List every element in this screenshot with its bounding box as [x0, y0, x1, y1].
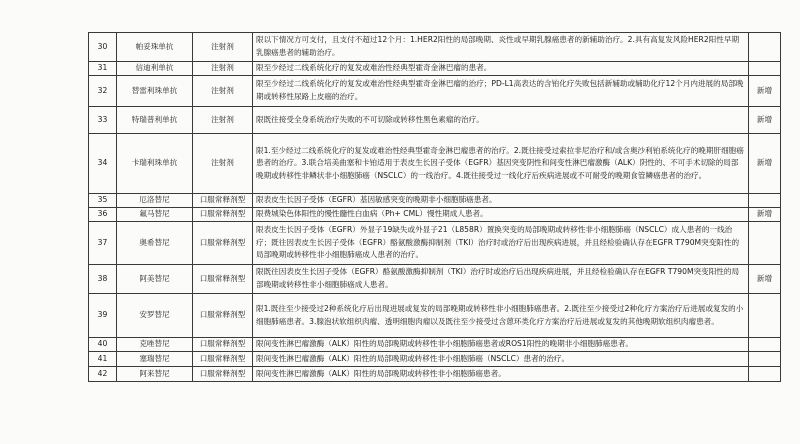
row-number: 32: [89, 76, 117, 107]
payment-scope: 限表皮生长因子受体（EGFR）外显子19缺失或外显子21（L858R）置换突变的局部晚期或转移性非小细胞肺癌（NSCLC）成人患者的一线治疗；既往因表皮生长因子受体（EGFR）酪氨酸激酶抑制剂（TKI）治疗时或治疗后出现疾病进展，并且经检验确认存在EGFR T790M突变阳性的局部晚期或转移性非小细胞肺癌成人患者的治疗。: [253, 222, 749, 265]
row-number: 40: [89, 338, 117, 352]
payment-scope: 限既往因表皮生长因子受体（EGFR）酪氨酸激酶抑制剂（TKI）治疗时或治疗后出现疾病进展，并且经检验确认存在EGFR T790M突变阳性的局部晚期或转移性非小细胞肺癌成人患者。: [253, 265, 749, 294]
note-cell: [749, 222, 781, 265]
dosage-form: 口服常释剂型: [193, 194, 253, 208]
table-row: [89, 76, 781, 107]
row-number: 37: [89, 222, 117, 265]
table-row: [89, 33, 781, 62]
payment-scope: 限间变性淋巴瘤激酶（ALK）阳性的局部晚期或转移性非小细胞肺癌患者或ROS1阳性的晚期非小细胞肺癌患者。: [253, 338, 749, 352]
table-row: [89, 194, 781, 208]
payment-scope: 限表皮生长因子受体（EGFR）基因敏感突变的晚期非小细胞肺癌患者。: [253, 194, 749, 208]
table-row: [89, 338, 781, 352]
note-cell: [749, 62, 781, 76]
row-number: 33: [89, 107, 117, 134]
row-number: 35: [89, 194, 117, 208]
dosage-form: 口服常释剂型: [193, 338, 253, 352]
drug-table: [88, 32, 781, 382]
drug-name: 帕妥珠单抗: [117, 33, 193, 62]
table-row: [89, 352, 781, 367]
note-cell: 新增: [749, 107, 781, 134]
row-number: 30: [89, 33, 117, 62]
table-row: [89, 62, 781, 76]
note-cell: 新增: [749, 134, 781, 194]
dosage-form: 口服常释剂型: [193, 352, 253, 367]
payment-scope: 限以下情况方可支付，且支付不超过12个月：1.HER2阳性的局部晚期、炎性或早期乳腺癌患者的新辅助治疗。2.具有高复发风险HER2阳性早期乳腺癌患者的辅助治疗。: [253, 33, 749, 62]
payment-scope: 限间变性淋巴瘤激酶（ALK）阳性的局部晚期或转移性非小细胞肺癌（NSCLC）患者的治疗。: [253, 352, 749, 367]
note-cell: 新增: [749, 76, 781, 107]
drug-name: 特瑞普利单抗: [117, 107, 193, 134]
row-number: 38: [89, 265, 117, 294]
drug-name: 厄洛替尼: [117, 194, 193, 208]
row-number: 41: [89, 352, 117, 367]
payment-scope: 限至少经过二线系统化疗的复发或难治性经典型霍奇金淋巴瘤的治疗；PD-L1高表达的含铂化疗失败包括新辅助或辅助化疗12个月内进展的局部晚期或转移性尿路上皮癌的治疗。: [253, 76, 749, 107]
table-row: [89, 265, 781, 294]
note-cell: [749, 194, 781, 208]
payment-scope: 限既往接受全身系统治疗失败的不可切除或转移性黑色素瘤的治疗。: [253, 107, 749, 134]
dosage-form: 口服常释剂型: [193, 222, 253, 265]
dosage-form: 注射剂: [193, 76, 253, 107]
dosage-form: 口服常释剂型: [193, 265, 253, 294]
row-number: 42: [89, 367, 117, 382]
payment-scope: 限1.至少经过二线系统化疗的复发或难治性经典型霍奇金淋巴瘤患者的治疗。2.既往接受过索拉非尼治疗和/或含奥沙利铂系统化疗的晚期肝细胞癌患者的治疗。3.联合培美曲塞和卡铂适用于表皮生长因子受体（EGFR）基因突变阴性和间变性淋巴瘤激酶（ALK）阴性的、不可手术切除的局部晚期或转移性非鳞状非小细胞肺癌（NSCLC）的一线治疗。4.既往接受过一线化疗后疾病进展或不可耐受的晚期食管鳞癌患者的治疗。: [253, 134, 749, 194]
table-body: [89, 33, 781, 382]
row-number: 39: [89, 294, 117, 338]
drug-name: 氟马替尼: [117, 208, 193, 222]
note-cell: [749, 33, 781, 62]
drug-name: 克唑替尼: [117, 338, 193, 352]
dosage-form: 注射剂: [193, 33, 253, 62]
row-number: 36: [89, 208, 117, 222]
payment-scope: 限1.既往至少接受过2种系统化疗后出现进展或复发的局部晚期或转移性非小细胞肺癌患者。2.既往至少接受过2种化疗方案治疗后进展或复发的小细胞肺癌患者。3.腺泡状软组织肉瘤、透明细胞肉瘤以及既往至少接受过含蒽环类化疗方案治疗后进展或复发的其他晚期软组织肉瘤患者。: [253, 294, 749, 338]
drug-name: 奥希替尼: [117, 222, 193, 265]
table-row: [89, 107, 781, 134]
drug-name: 卡瑞利珠单抗: [117, 134, 193, 194]
payment-scope: 限费城染色体阳性的慢性髓性白血病（Ph+ CML）慢性期成人患者。: [253, 208, 749, 222]
drug-name: 替雷利珠单抗: [117, 76, 193, 107]
drug-name: 塞瑞替尼: [117, 352, 193, 367]
row-number: 34: [89, 134, 117, 194]
drug-name: 安罗替尼: [117, 294, 193, 338]
dosage-form: 口服常释剂型: [193, 208, 253, 222]
drug-name: 信迪利单抗: [117, 62, 193, 76]
payment-scope: 限间变性淋巴瘤激酶（ALK）阳性的局部晚期或转移性非小细胞肺癌患者。: [253, 367, 749, 382]
row-number: 31: [89, 62, 117, 76]
table-row: [89, 208, 781, 222]
payment-scope: 限至少经过二线系统化疗的复发或难治性经典型霍奇金淋巴瘤的患者。: [253, 62, 749, 76]
note-cell: 新增: [749, 265, 781, 294]
dosage-form: 口服常释剂型: [193, 294, 253, 338]
table-row: [89, 294, 781, 338]
note-cell: [749, 338, 781, 352]
drug-name: 阿来替尼: [117, 367, 193, 382]
dosage-form: 口服常释剂型: [193, 367, 253, 382]
dosage-form: 注射剂: [193, 134, 253, 194]
table-row: [89, 134, 781, 194]
note-cell: [749, 367, 781, 382]
note-cell: [749, 294, 781, 338]
drug-name: 阿美替尼: [117, 265, 193, 294]
dosage-form: 注射剂: [193, 107, 253, 134]
table-row: [89, 222, 781, 265]
table-row: [89, 367, 781, 382]
dosage-form: 注射剂: [193, 62, 253, 76]
note-cell: 新增: [749, 208, 781, 222]
note-cell: [749, 352, 781, 367]
